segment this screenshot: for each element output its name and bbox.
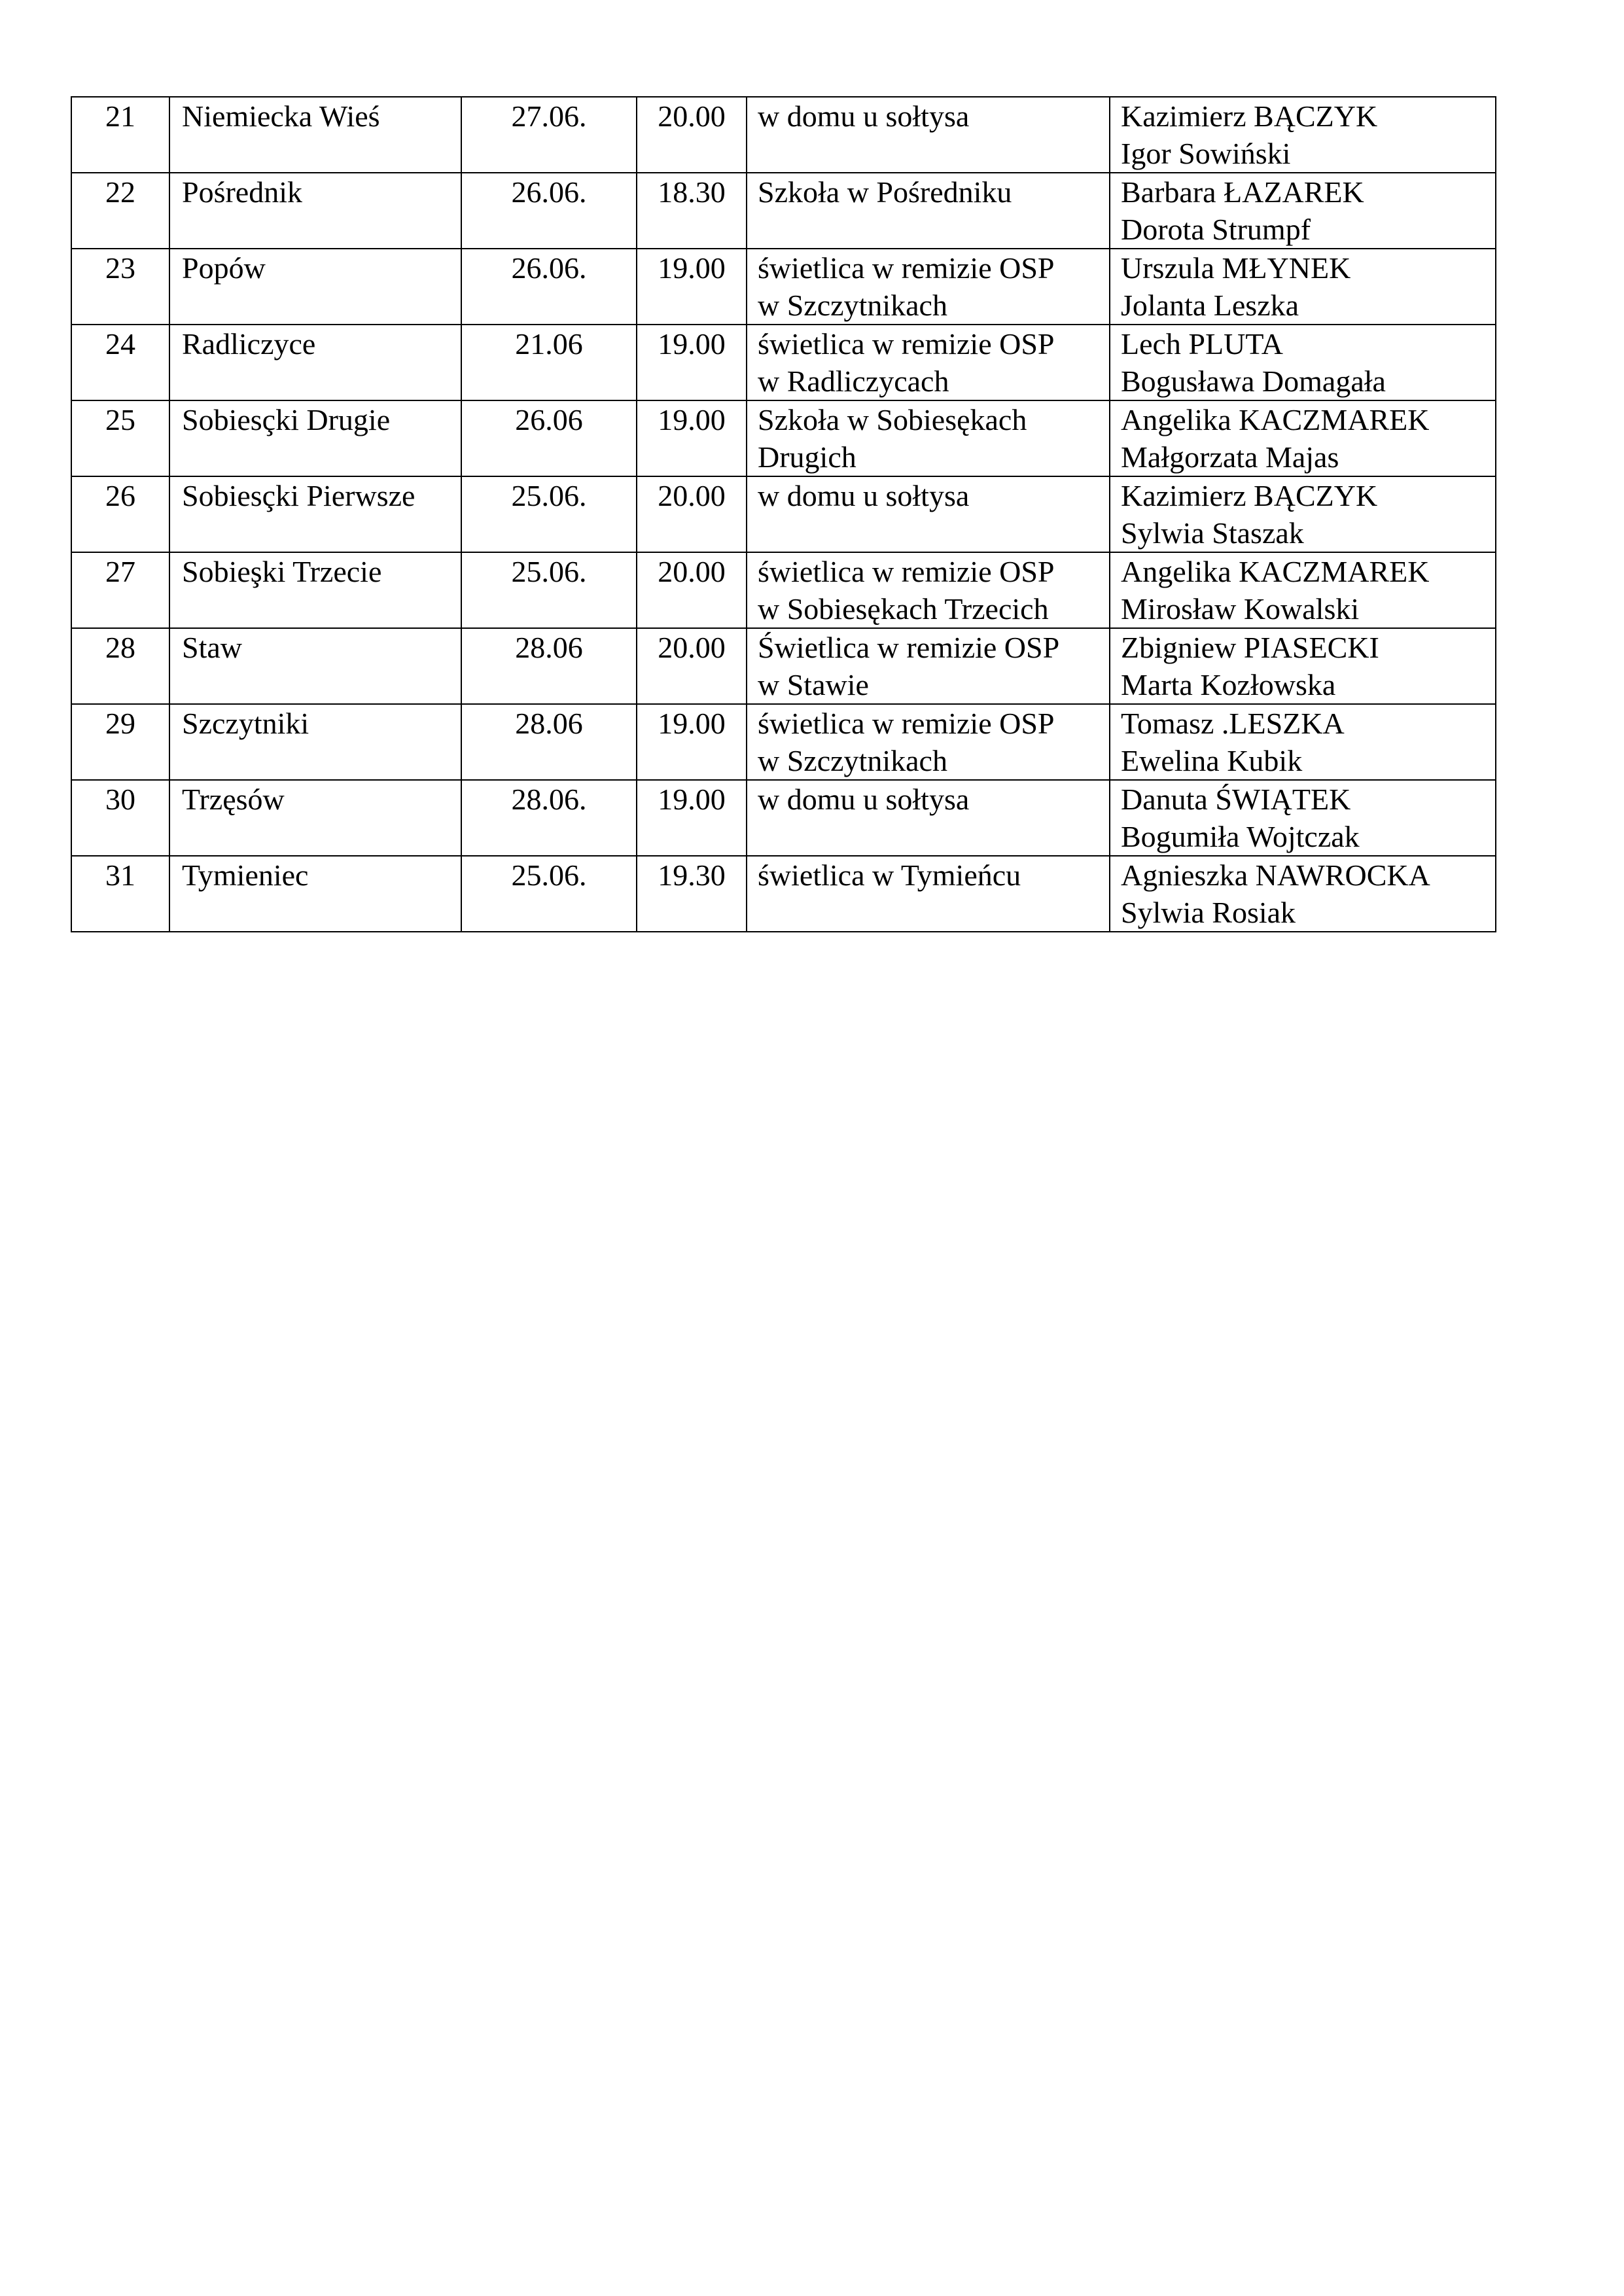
person-name: Kazimierz BĄCZYK <box>1121 99 1378 133</box>
meeting-place <box>747 173 1110 249</box>
meeting-time: 19.00 <box>637 249 747 325</box>
village-name: Trzęsów <box>169 780 461 856</box>
meeting-time: 19.30 <box>637 856 747 932</box>
meeting-time: 19.00 <box>637 780 747 856</box>
table-row <box>71 173 1496 249</box>
village-name: Tymieniec <box>169 856 461 932</box>
meeting-schedule-table <box>71 96 1496 932</box>
schedule-body <box>71 97 1496 932</box>
person-name: Bogumiła Wojtczak <box>1121 820 1360 853</box>
table-row <box>71 325 1496 400</box>
meeting-date: 21.06 <box>461 325 637 400</box>
place-line: Świetlica w remizie OSP <box>758 631 1060 664</box>
place-line: w Szczytnikach <box>758 744 947 777</box>
person-name: Tomasz .LESZKA <box>1121 707 1345 740</box>
village-name: Radliczyce <box>169 325 461 400</box>
meeting-date: 27.06. <box>461 97 637 173</box>
person-name: Angelika KACZMAREK <box>1121 403 1430 436</box>
person-name: Sylwia Staszak <box>1121 516 1304 550</box>
row-number: 27 <box>71 552 169 628</box>
person-name: Lech PLUTA <box>1121 327 1283 361</box>
row-number: 30 <box>71 780 169 856</box>
meeting-date: 26.06. <box>461 173 637 249</box>
person-name: Ewelina Kubik <box>1121 744 1303 777</box>
meeting-date: 28.06. <box>461 780 637 856</box>
place-line: w Stawie <box>758 668 869 701</box>
place-line: w Sobiesękach Trzecich <box>758 592 1049 626</box>
meeting-date: 25.06. <box>461 856 637 932</box>
place-line: w domu u sołtysa <box>758 783 970 816</box>
village-name: Niemiecka Wieś <box>169 97 461 173</box>
village-name: Sobiesçki Drugie <box>169 400 461 476</box>
table-row <box>71 704 1496 780</box>
row-number: 22 <box>71 173 169 249</box>
meeting-place <box>747 704 1110 780</box>
responsible-persons <box>1110 249 1496 325</box>
person-name: Urszula MŁYNEK <box>1121 251 1351 285</box>
meeting-time: 20.00 <box>637 476 747 552</box>
person-name: Jolanta Leszka <box>1121 289 1299 322</box>
responsible-persons <box>1110 476 1496 552</box>
person-name: Mirosław Kowalski <box>1121 592 1360 626</box>
place-line: w Radliczycach <box>758 364 949 398</box>
row-number: 29 <box>71 704 169 780</box>
place-line <box>758 211 1109 248</box>
table-row <box>71 476 1496 552</box>
place-line <box>758 135 1109 172</box>
person-name: Bogusława Domagała <box>1121 364 1386 398</box>
meeting-place <box>747 249 1110 325</box>
village-name: Szczytniki <box>169 704 461 780</box>
place-line: świetlica w remizie OSP <box>758 251 1055 285</box>
row-number: 23 <box>71 249 169 325</box>
village-name: Popów <box>169 249 461 325</box>
meeting-place <box>747 552 1110 628</box>
person-name: Dorota Strumpf <box>1121 213 1311 246</box>
place-line <box>758 818 1109 855</box>
village-name: Pośrednik <box>169 173 461 249</box>
meeting-place <box>747 400 1110 476</box>
person-name: Kazimierz BĄCZYK <box>1121 479 1378 512</box>
place-line: Drugich <box>758 440 856 474</box>
table-row <box>71 97 1496 173</box>
meeting-date: 28.06 <box>461 628 637 704</box>
person-name: Agnieszka NAWROCKA <box>1121 858 1430 892</box>
place-line: w domu u sołtysa <box>758 479 970 512</box>
responsible-persons <box>1110 97 1496 173</box>
meeting-place <box>747 325 1110 400</box>
table-row <box>71 400 1496 476</box>
responsible-persons <box>1110 173 1496 249</box>
village-name: Sobiesçki Pierwsze <box>169 476 461 552</box>
place-line: świetlica w remizie OSP <box>758 327 1055 361</box>
meeting-time: 20.00 <box>637 97 747 173</box>
table-row <box>71 249 1496 325</box>
row-number: 26 <box>71 476 169 552</box>
place-line: świetlica w remizie OSP <box>758 707 1055 740</box>
person-name: Zbigniew PIASECKI <box>1121 631 1379 664</box>
place-line: w domu u sołtysa <box>758 99 970 133</box>
person-name: Igor Sowiński <box>1121 137 1291 170</box>
row-number: 21 <box>71 97 169 173</box>
responsible-persons <box>1110 780 1496 856</box>
meeting-place <box>747 97 1110 173</box>
place-line <box>758 514 1109 552</box>
village-name: Staw <box>169 628 461 704</box>
person-name: Małgorzata Majas <box>1121 440 1339 474</box>
responsible-persons <box>1110 856 1496 932</box>
meeting-date: 25.06. <box>461 552 637 628</box>
meeting-place <box>747 628 1110 704</box>
responsible-persons <box>1110 552 1496 628</box>
meeting-date: 25.06. <box>461 476 637 552</box>
meeting-time: 19.00 <box>637 704 747 780</box>
meeting-time: 20.00 <box>637 628 747 704</box>
meeting-time: 19.00 <box>637 400 747 476</box>
table-row <box>71 780 1496 856</box>
place-line: świetlica w remizie OSP <box>758 555 1055 588</box>
person-name: Barbara ŁAZAREK <box>1121 175 1364 209</box>
meeting-date: 28.06 <box>461 704 637 780</box>
person-name: Angelika KACZMAREK <box>1121 555 1430 588</box>
meeting-place <box>747 476 1110 552</box>
responsible-persons <box>1110 628 1496 704</box>
place-line: w Szczytnikach <box>758 289 947 322</box>
table-row <box>71 628 1496 704</box>
table-row <box>71 856 1496 932</box>
responsible-persons <box>1110 400 1496 476</box>
row-number: 25 <box>71 400 169 476</box>
row-number: 24 <box>71 325 169 400</box>
meeting-place <box>747 856 1110 932</box>
place-line <box>758 894 1109 931</box>
responsible-persons <box>1110 704 1496 780</box>
place-line: Szkoła w Sobiesękach <box>758 403 1027 436</box>
village-name: Sobieşki Trzecie <box>169 552 461 628</box>
meeting-time: 19.00 <box>637 325 747 400</box>
meeting-place <box>747 780 1110 856</box>
person-name: Marta Kozłowska <box>1121 668 1336 701</box>
person-name: Sylwia Rosiak <box>1121 896 1296 929</box>
place-line: Szkoła w Pośredniku <box>758 175 1012 209</box>
place-line: świetlica w Tymieńcu <box>758 858 1021 892</box>
meeting-time: 20.00 <box>637 552 747 628</box>
responsible-persons <box>1110 325 1496 400</box>
meeting-date: 26.06. <box>461 249 637 325</box>
row-number: 31 <box>71 856 169 932</box>
meeting-time: 18.30 <box>637 173 747 249</box>
person-name: Danuta ŚWIĄTEK <box>1121 783 1351 816</box>
meeting-date: 26.06 <box>461 400 637 476</box>
row-number: 28 <box>71 628 169 704</box>
table-row <box>71 552 1496 628</box>
